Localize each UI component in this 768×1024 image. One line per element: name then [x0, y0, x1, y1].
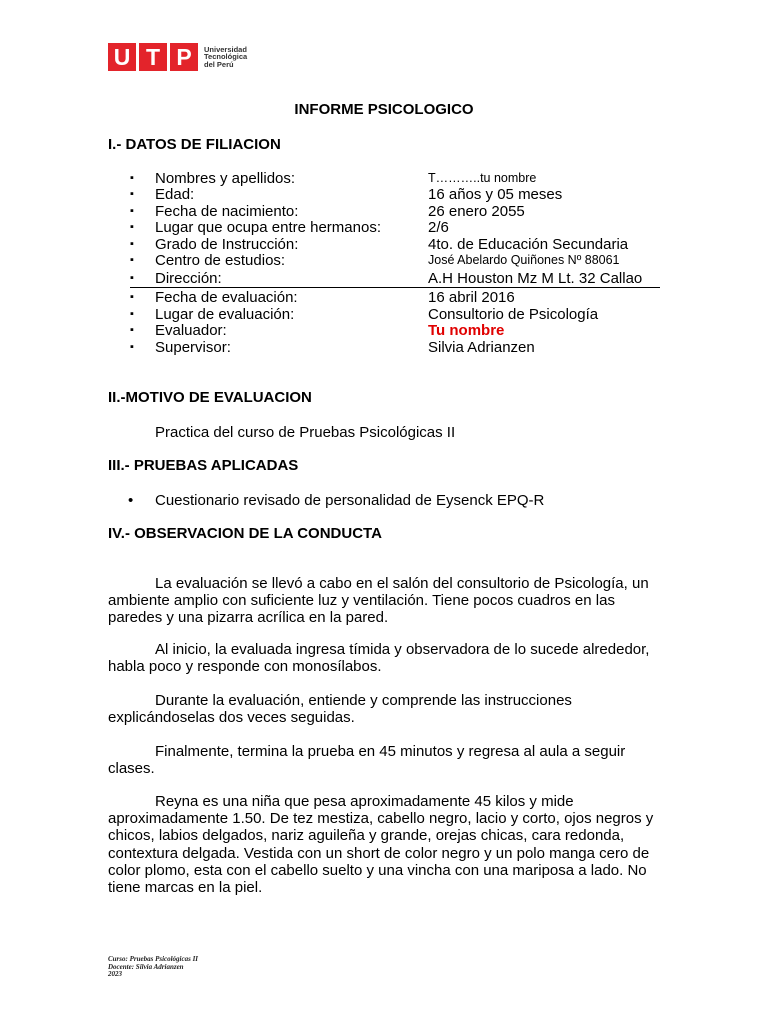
square-bullet-icon: ▪ [130, 291, 134, 303]
footer-course: Curso: Pruebas Psicológicas II [108, 955, 199, 963]
filiacion-row [130, 170, 690, 187]
filiacion-row [130, 203, 690, 220]
square-bullet-icon: ▪ [130, 324, 134, 336]
filiacion-label: Centro de estudios: [155, 252, 286, 269]
filiacion-value: 16 abril 2016 [428, 289, 515, 306]
filiacion-row [130, 339, 690, 356]
observation-paragraph: Finalmente, termina la prueba en 45 minutos y regresa al aula a seguir clases. [108, 743, 626, 778]
filiacion-row [130, 322, 690, 339]
logo-letter-t: T [139, 43, 167, 71]
observation-paragraph: Reyna es una niña que pesa aproximadamente 45 kilos y mide aproximadamente 1.50. De tez mestiza, cabello negro, lacio y corto, ojos negros y chicos, labios delgados, nariz aguileña y grande, orejas chicas, cara redonda, contextura delgada. Vestida con un short de color negro y un polo manga cero de color plomo, esta con el cabello suelto y una vincha con una mariposa a lado. No tiene marcas en la piel. [108, 793, 654, 897]
filiacion-label: Lugar que ocupa entre hermanos: [155, 219, 381, 236]
filiacion-label: Grado de Instrucción: [155, 236, 299, 253]
square-bullet-icon: ▪ [130, 172, 134, 184]
document-title: INFORME PSICOLOGICO [294, 101, 474, 118]
filiacion-row [130, 236, 690, 253]
filiacion-label: Dirección: [155, 270, 222, 287]
filiacion-row [130, 186, 690, 203]
filiacion-row [130, 219, 690, 236]
square-bullet-icon: ▪ [130, 341, 134, 353]
footer-teacher: Docente: Silvia Adrianzen [108, 962, 184, 971]
square-bullet-icon: ▪ [130, 308, 134, 320]
logo-university-name: Universidad Tecnológica del Perú [204, 44, 248, 69]
filiacion-label: Nombres y apellidos: [155, 170, 296, 187]
filiacion-label: Fecha de evaluación: [155, 289, 298, 306]
filiacion-label: Edad: [155, 186, 195, 203]
square-bullet-icon: ▪ [130, 221, 134, 233]
filiacion-value: 16 años y 05 meses [428, 186, 563, 203]
filiacion-value: Silvia Adrianzen [428, 339, 535, 356]
square-bullet-icon: ▪ [130, 205, 134, 217]
page-footer [108, 956, 198, 979]
filiacion-row [130, 289, 690, 306]
filiacion-value: 4to. de Educación Secundaria [428, 236, 629, 253]
footer-year: 2023 [108, 970, 122, 979]
filiacion-value: José Abelardo Quiñones Nº 88061 [428, 253, 620, 267]
table-divider-line [130, 287, 660, 288]
evaluator-name-value: Tu nombre [428, 322, 505, 339]
section-heading-datos-filiacion: I.- DATOS DE FILIACION [108, 136, 281, 153]
filiacion-value: Consultorio de Psicología [428, 306, 599, 323]
prueba-item: Cuestionario revisado de personalidad de Eysenck EPQ-R [155, 492, 545, 509]
observation-paragraph: Al inicio, la evaluada ingresa tímida y observadora de lo sucede alrededor, habla poco y responde con monosílabos. [108, 641, 650, 676]
filiacion-row [130, 252, 690, 269]
logo-letter-u: U [108, 43, 136, 71]
square-bullet-icon: ▪ [130, 238, 134, 250]
observation-paragraph: Durante la evaluación, entiende y comprende las instrucciones explicándoselas dos veces seguidas. [108, 692, 572, 727]
filiacion-value: 2/6 [428, 219, 449, 236]
disc-bullet-icon: • [128, 492, 134, 509]
filiacion-label: Fecha de nacimiento: [155, 203, 299, 220]
filiacion-label: Evaluador: [155, 322, 227, 339]
square-bullet-icon: ▪ [130, 188, 134, 200]
filiacion-row [130, 306, 690, 323]
utp-logo [108, 42, 247, 72]
logo-letter-p: P [170, 43, 198, 71]
square-bullet-icon: ▪ [130, 254, 134, 266]
filiacion-value: 26 enero 2055 [428, 203, 525, 220]
section-heading-motivo: II.-MOTIVO DE EVALUACION [108, 389, 312, 406]
observation-paragraph: La evaluación se llevó a cabo en el salón del consultorio de Psicología, un ambiente amplio con suficiente luz y ventilación. Tiene pocos cuadros en las paredes y una pizarra acrílica en la pared. [108, 575, 649, 627]
filiacion-label: Supervisor: [155, 339, 231, 356]
filiacion-label: Lugar de evaluación: [155, 306, 295, 323]
section-heading-pruebas: III.- PRUEBAS APLICADAS [108, 457, 299, 474]
motivo-text: Practica del curso de Pruebas Psicológicas II [155, 424, 456, 441]
filiacion-value: A.H Houston Mz M Lt. 32 Callao [428, 270, 643, 287]
filiacion-value: T………..tu nombre [428, 171, 537, 185]
filiacion-row [130, 270, 690, 287]
square-bullet-icon: ▪ [130, 272, 134, 284]
section-heading-observacion: IV.- OBSERVACION DE LA CONDUCTA [108, 525, 382, 542]
